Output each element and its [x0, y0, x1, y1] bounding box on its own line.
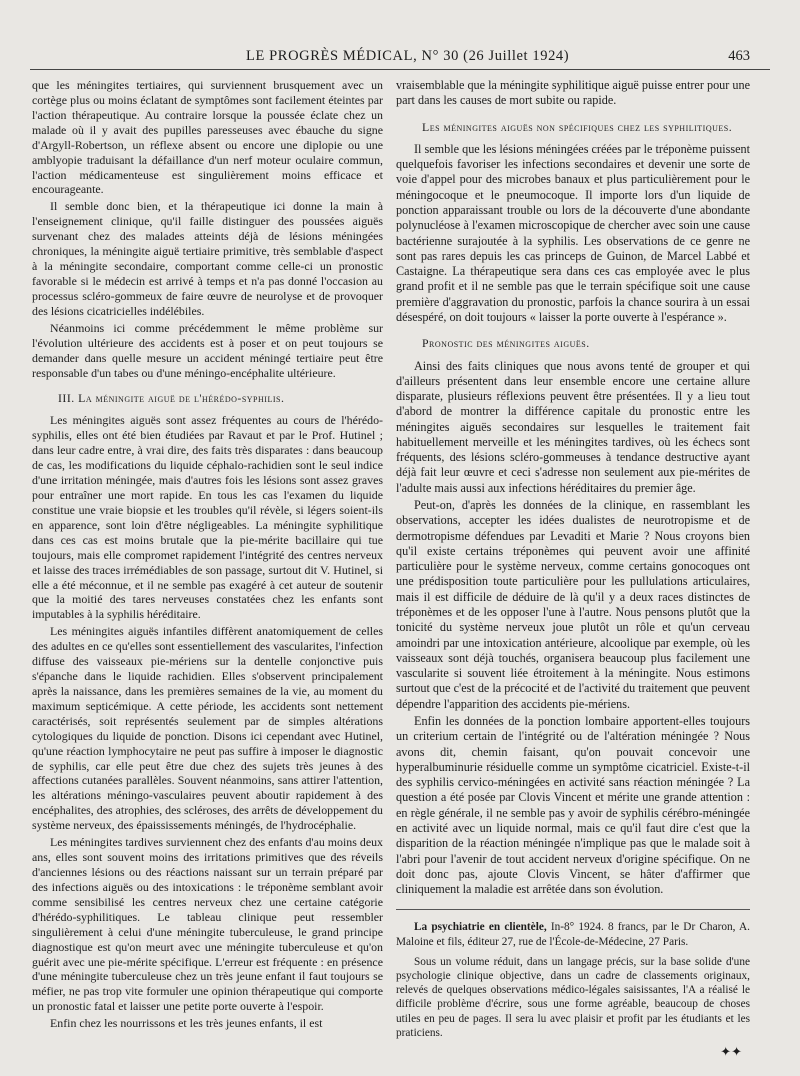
section-heading: Les méningites aiguës non spécifiques chez les syphilitiques. — [422, 119, 733, 134]
paragraph: Les méningites aiguës infantiles diffèrent anatomiquement de celles des adultes en ce qu'elles sont essentiellement des vascularites, l'infection diffuse des vaisseaux pie-mériens sur la dentelle conjonctive puis s'épanche dans le liquide rachidien. Elles s'observent principalement après la naissance, dans les premières semaines de la vie, au moment du maximum septicémique. A cette période, les accidents sont nettement caractérisés, soit représentés seulement par de simples altérations cytologiques du liquide de ponction. Disons ici cependant avec Hutinel, qu'une réaction lymphocytaire ne peut pas suffire à imposer le diagnostic de syphilis, car elle peut être due chez des sujets très jeunes à des affections cutanées parallèles. Souvent néanmoins, sans attirer l'attention, les altérations méningo-vasculaires peuvent aboutir rapidement à des encéphalites, des atrophies, des scléroses, des arrêts de développement du système nerveux, des épaississements méningés, de l'hydrocéphalie. — [32, 624, 383, 833]
journal-title: LE PROGRÈS MÉDICAL, N° 30 (26 Juillet 1924) — [246, 48, 570, 64]
section-divider — [396, 909, 750, 910]
page-number: 463 — [728, 48, 750, 64]
running-header — [30, 48, 750, 68]
paragraph: que les méningites tertiaires, qui surviennent brusquement avec un cortège plus ou moins éclatant de symptômes sont facilement éteintes par l'action thérapeutique. Au contraire lorsque la poussée éclate chez un malade où il y avait des pupilles paresseuses avec ébauche du signe d'Argyll-Robertson, un réflexe absent ou encore une diplopie ou une amblyopie traduisant la défaillance d'un nerf moteur oculaire commun, l'action médicamenteuse est singulièrement moins efficace et encourageante. — [32, 78, 383, 197]
ornament-icon: ✦✦ — [720, 1043, 742, 1059]
book-reference — [396, 920, 750, 948]
paragraph: vraisemblable que la méningite syphilitique aiguë puisse entrer pour une part dans les causes de mort subite ou rapide. — [396, 78, 750, 108]
paragraph: Les méningites aiguës sont assez fréquentes au cours de l'hérédo-syphilis, elles ont été bien étudiées par Ravaut et par le Prof. Hutinel ; dans leur cadre entre, à vrai dire, des faits très disparates : dans beaucoup de cas, les modifications du liquide céphalo-rachidien sont le seul indice d'une irritation méningée, mais d'autres fois les lésions sont assez graves pour entraîner une mort rapide. En tous les cas l'examen du liquide constitue une vraie biopsie et les troubles qu'il révèle, si légers soient-ils en apparence, sont loin d'être négligeables. La méningite syphilitique dans ces cas est moins brutale que la pie-mérite bacillaire qui tue toujours, mais elle compromet rapidement l'intégrité des centres nerveux et laisse des traces irrémédiables de son passage, surtout dit V. Hutinel, si elle a été méconnue, et il ne semble pas exagéré à cet auteur de soutenir que la moitié des tares nerveuses constatées chez les enfants sont imputables à la syphilis héréditaire. — [32, 413, 383, 622]
paragraph: Il semble donc bien, et la thérapeutique ici donne la main à l'enseignement clinique, qu'il faille distinguer des poussées aiguës survenant chez des malades atteints déjà de lésions méningées chroniques, la méningite aiguë tertiaire primitive, très semblable d'aspect à la méningite secondaire, comportant comme celle-ci un pronostic favorable si le médecin est arrivé à temps et n'a pas donné l'occasion au processus scléro-gommeux de faire œuvre de neurolyse et de provoquer des lésions cicatricielles indélébiles. — [32, 199, 383, 318]
section-heading: III. La méningite aiguë de l'hérédo-syphilis. — [58, 391, 285, 406]
header-rule — [30, 69, 770, 70]
paragraph: Enfin chez les nourrissons et les très jeunes enfants, il est — [50, 1016, 323, 1031]
left-column — [32, 78, 383, 1031]
paragraph: Il semble que les lésions méningées créées par le tréponème puissent quelquefois favoriser les infections secondaires et devenir une sorte de voie d'appel pour des microbes banaux et plus particulièrement pour le méningocoque et le pneumocoque. Il importe lors d'un liquide de ponction apparaissant trouble ou lors de la découverte d'une abondante polynucléose à l'examen microscopique de chercher avec soin une cause bactérienne surajoutée à la syphilis. Les observations de ce genre ne sont pas rares depuis les cas princeps de Guinon, de Marcel Labbé et Castaigne. La thérapeutique sera dans ces cas employée avec le plus grand profit et il ne semble pas que le terrain spécifique soit une cause première d'aggravation du pronostic, parfois la chance sourira à un essai désespéré, on doit toujours « laisser la porte ouverte à l'espérance ». — [396, 141, 750, 324]
paragraph: Les méningites tardives surviennent chez des enfants d'au moins deux ans, elles sont souvent moins des irritations primitives que des réveils d'anciennes lésions ou des réactions naissant sur un terrain préparé par des infections aiguës ou des intoxications : le tréponème semblant avoir comme sensibilisé les centres nerveux chez une certaine catégorie d'hérédo-syphilitiques. Le tableau clinique peut ressembler singulièrement à celui d'une méningite tuberculeuse, le grand principe diagnostique est qu'on meurt avec une méningite tuberculeuse et qu'on guérit avec une pie-mérite spécifique. L'erreur est fréquente : en présence d'une méningite tuberculeuse chez un très jeune enfant il faut toujours se méfier, ne pas trop vite formuler une opinion thérapeutique qui comporte un pronostic fatal et laisser une petite porte ouverte à l'espoir. — [32, 835, 383, 1014]
paragraph: Enfin les données de la ponction lombaire apportent-elles toujours un criterium certain de l'intégrité ou de l'altération méningée ? Nous avons dit, chemin faisant, qu'on pouvait concevoir une hyperalbuminurie résiduelle comme un symptôme cicatriciel. Existe-t-il des syphilis cervico-méningées en activité sans réaction méningée ? La question a été posée par Clovis Vincent et mérite une grande attention : en règle générale, il ne semble pas y avoir de syphilis cérébro-méningée en activité avec un liquide normal, mais ce qu'il faut dire c'est que la disparition de la réaction méningée n'implique pas que le malade soit à l'abri pour l'avenir de tout accident nerveux d'origine spécifique. On ne doit donc pas, ajoute Clovis Vincent, se hâter d'affirmer que cliniquement la maladie est arrêtée dans son évolution. — [396, 713, 750, 897]
section-heading: Pronostic des méningites aiguës. — [422, 336, 590, 351]
book-review: Sous un volume réduit, dans un langage précis, sur la base solide d'une psychologie clinique objective, dans un cadre de classements originaux, relevés de quelques observations médico-légales saisissantes, l'A a réalisé le difficile problème d'écrire, sous une forme agréable, beaucoup de choses utiles en peu de pages. Il sera lu avec plaisir et profit par les étudiants et les praticiens. — [396, 955, 750, 1039]
right-column — [396, 78, 750, 1059]
book-details: In-8° 1924. 8 francs, par le Dr Charon, A. Maloine et fils, éditeur 27, rue de l'École-de-Médecine, 27 Paris. — [396, 921, 750, 948]
paragraph: Peut-on, d'après les données de la clinique, en rassemblant les observations, accepter les idées dualistes de neurotropisme et de dermotropisme défendues par Levaditi et Marie ? Nous croyons bien qu'il existe certains tréponèmes qui peuvent avoir une affinité particulière pour le système nerveux, comme certains gonocoques ont une prédisposition toute particulière pour les pullulations articulaires, mais il est difficile de déduire de là qu'il y a deux races distinctes de tréponèmes et de les opposer l'une à l'autre. Nous pensons plutôt que la tonicité du système nerveux joue plutôt un rôle et qu'un cerveau amoindri par une intoxication antérieure, alcoolique par exemple, où les vaisseaux sont déjà touchés, organisera beaucoup plus facilement une vascularite si souvent liée étroitement à la méningite. Nous estimons surtout que c'est de la précocité et de l'activité du traitement que peuvent dépendre l'apparition des accidents pie-mériens. — [396, 498, 750, 711]
paragraph: Ainsi des faits cliniques que nous avons tenté de grouper et qui d'ailleurs présentent dans leur ensemble encore une certaine allure disparate, plusieurs réflexions peuvent être présentées. Il y a lieu tout d'abord de montrer la différence capitale du pronostic entre les méningites aiguës secondaires sur lesquelles le traitement fait habituellement merveille et les méningites tardives, où les échecs sont fréquents, des lésions scléro-gommeuses à tendance destructive ayant déjà fait leur œuvre et ceci s'adresse non seulement aux pie-mérites de l'adulte mais aussi aux infections héréditaires du premier âge. — [396, 358, 750, 495]
paragraph: Néanmoins ici comme précédemment le même problème sur l'évolution ultérieure des accidents est à poser et on peut toujours se demander dans quelle mesure un accident méningé tertiaire peut être responsable d'un tabes ou d'une méningo-encéphalite ultérieure. — [32, 320, 383, 380]
book-title: La psychiatrie en clientèle, — [414, 921, 547, 934]
